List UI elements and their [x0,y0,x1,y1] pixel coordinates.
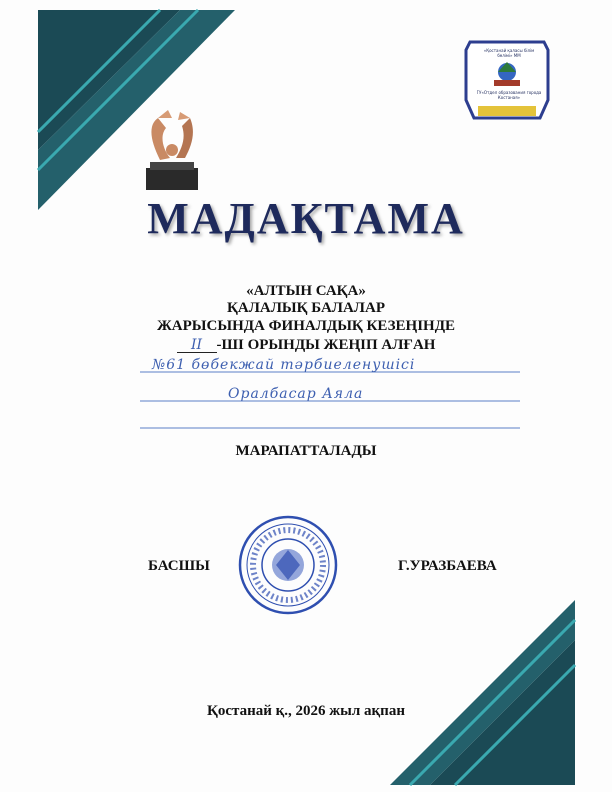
event-line-1: «АЛТЫН САҚА» [246,283,366,299]
official-stamp [240,517,336,613]
award-text: МАРАПАТТАЛАДЫ [235,443,377,459]
footer-place-date: Қостанай қ., 2026 жыл ақпан [207,703,405,719]
event-line-4 [0,337,612,354]
logo-bottom-text: ГУ«Отдел образования города Костаная» [476,90,542,100]
event-line-2: ҚАЛАЛЫҚ БАЛАЛАР [227,300,385,316]
signatory-role: БАСШЫ [148,558,210,574]
event-line-3: ЖАРЫСЫНДА ФИНАЛДЫҚ КЕЗЕҢІНДЕ [156,318,456,334]
recipient-org-handwritten: №61 бөбекжай тәрбиеленушісі [152,357,416,373]
recipient-name-handwritten: Оралбасар Аяла [228,386,364,402]
place-number: II [177,338,217,353]
signatory-name: Г.УРАЗБАЕВА [398,558,497,574]
logo-top-text: «Қостанай қаласы білім бөлімі» ММ [483,48,535,58]
trophy-icon [146,110,198,190]
certificate-title: МАДАҚТАМА [147,194,465,243]
event-line-4-suffix: -ШІ ОРЫНДЫ ЖЕҢІП АЛҒАН [216,337,436,353]
